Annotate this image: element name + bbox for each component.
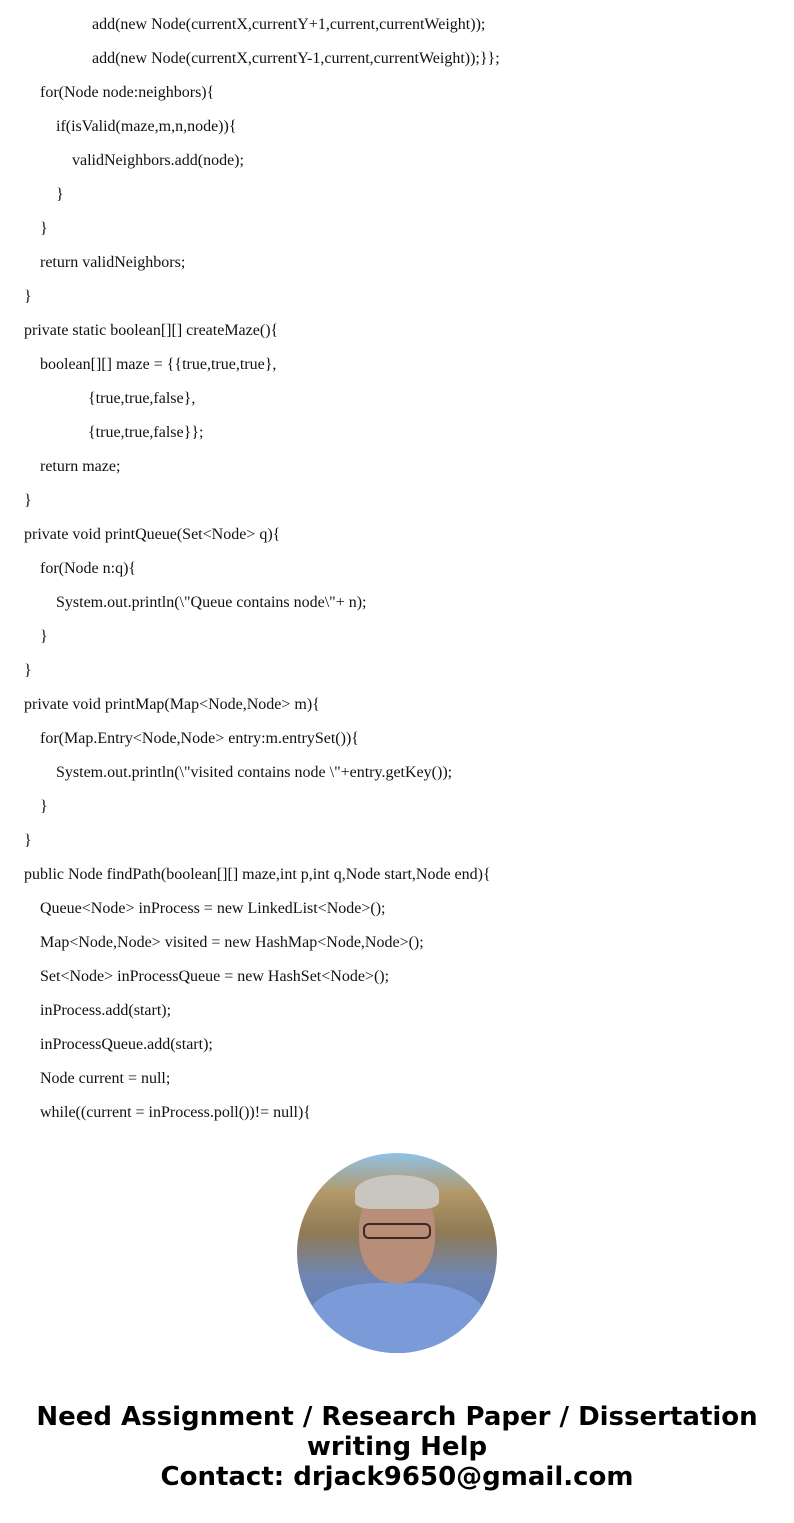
code-line: } [56, 186, 64, 203]
code-line: while((current = inProcess.poll())!= null){ [40, 1104, 311, 1121]
code-line: for(Node node:neighbors){ [40, 84, 215, 101]
code-line: } [40, 798, 48, 815]
code-line: add(new Node(currentX,currentY+1,current,currentWeight)); [92, 16, 486, 33]
code-line: inProcess.add(start); [40, 1002, 172, 1019]
code-line: Queue<Node> inProcess = new LinkedList<Node>(); [40, 900, 386, 917]
code-line: private void printMap(Map<Node,Node> m){ [24, 696, 320, 713]
code-line: return validNeighbors; [40, 254, 186, 271]
code-line: {true,true,false}}; [88, 424, 204, 441]
code-line: boolean[][] maze = {{true,true,true}, [40, 356, 277, 373]
code-line: return maze; [40, 458, 121, 475]
code-line: validNeighbors.add(node); [72, 152, 244, 169]
code-line: } [40, 628, 48, 645]
code-line: } [24, 288, 32, 305]
code-line: Map<Node,Node> visited = new HashMap<Node,Node>(); [40, 934, 424, 951]
code-line: Set<Node> inProcessQueue = new HashSet<Node>(); [40, 968, 390, 985]
code-line: if(isValid(maze,m,n,node)){ [56, 118, 237, 135]
code-line: inProcessQueue.add(start); [40, 1036, 213, 1053]
code-line: } [40, 220, 48, 237]
code-line: public Node findPath(boolean[][] maze,int p,int q,Node start,Node end){ [24, 866, 491, 883]
code-line: System.out.println(\"visited contains node \"+entry.getKey()); [56, 764, 453, 781]
code-line: for(Map.Entry<Node,Node> entry:m.entrySet()){ [40, 730, 359, 747]
avatar-glasses [363, 1223, 431, 1239]
code-line: add(new Node(currentX,currentY-1,current,currentWeight));}}; [92, 50, 500, 67]
code-line: System.out.println(\"Queue contains node\"+ n); [56, 594, 367, 611]
code-line: private void printQueue(Set<Node> q){ [24, 526, 281, 543]
code-line: } [24, 662, 32, 679]
code-line: private static boolean[][] createMaze(){ [24, 322, 279, 339]
code-line: for(Node n:q){ [40, 560, 137, 577]
avatar-hair [355, 1175, 439, 1209]
code-block [0, 8, 794, 1130]
contact-banner [0, 1402, 794, 1492]
banner-contact-email: Contact: drjack9650@gmail.com [160, 1462, 634, 1492]
code-line: {true,true,false}, [88, 390, 196, 407]
code-line: } [24, 832, 32, 849]
banner-line-2: writing Help [306, 1432, 488, 1462]
author-avatar [297, 1153, 497, 1353]
code-line: Node current = null; [40, 1070, 171, 1087]
banner-line-1: Need Assignment / Research Paper / Dissertation [36, 1402, 758, 1432]
code-line: } [24, 492, 32, 509]
avatar-shirt [307, 1283, 487, 1353]
